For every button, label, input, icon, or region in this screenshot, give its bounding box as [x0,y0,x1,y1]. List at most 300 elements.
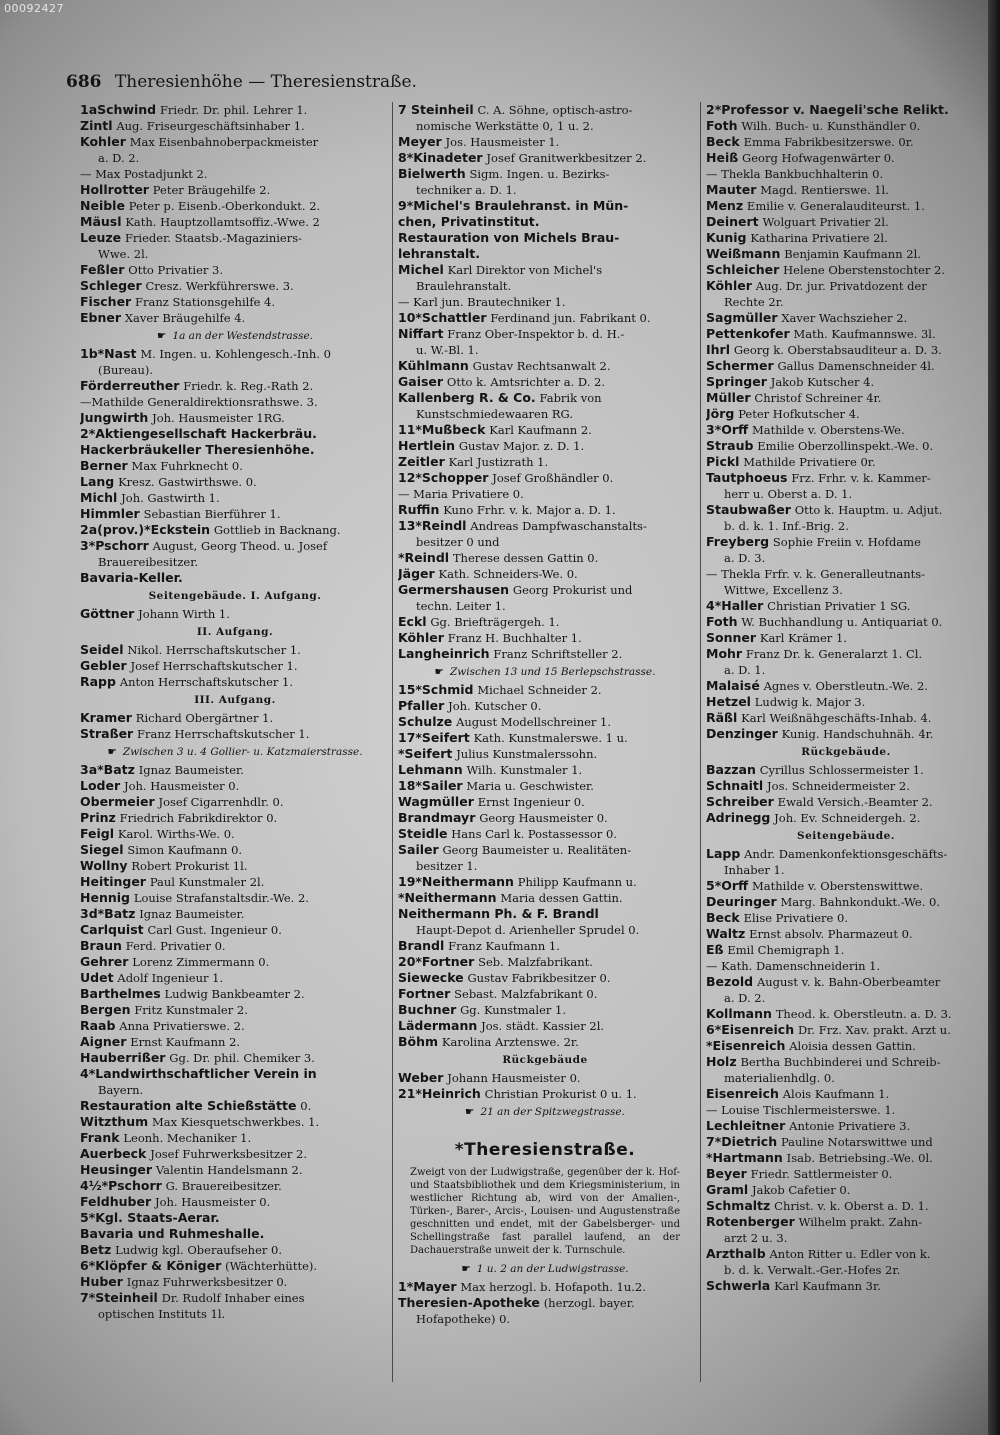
resident-name: 7 Steinheil [398,102,474,117]
directory-entry [80,906,390,922]
resident-info: Therese dessen Gattin 0. [452,551,599,565]
directory-entry [80,890,390,906]
entry-continuation [706,1070,986,1086]
resident-info: Gg. Kunstmaler 1. [460,1003,567,1017]
resident-info: Georg Hausmeister 0. [479,811,608,825]
building-section-heading: Rückgebäude. [801,746,891,758]
directory-entry [398,874,692,890]
resident-info: (Wächterhütte). [225,1259,318,1273]
continuation-text: (Bureau). [98,363,154,377]
resident-info: Ludwig k. Major 3. [754,695,866,709]
entry-continuation [706,550,986,566]
directory-entry [706,1214,986,1230]
directory-entry [80,606,390,622]
resident-name: Bergen [80,1002,131,1017]
resident-info: Emil Chemigraph 1. [727,943,845,957]
resident-name: Restauration alte Schießstätte [80,1098,297,1113]
directory-entry [706,694,986,710]
resident-name: Beck [706,134,740,149]
directory-entry [80,166,390,182]
cross-street-text: Zwischen 3 u. 4 Gollier- u. Katzmaierstrasse. [122,746,363,758]
resident-info: Ernst absolv. Pharmazeut 0. [749,927,913,941]
resident-name: Adrinegg [706,810,771,825]
resident-info: Dr. Rudolf Inhaber eines [161,1291,305,1305]
directory-entry [80,378,390,394]
directory-entry [80,922,390,938]
resident-name: 4*Landwirthschaftlicher Verein in [80,1066,317,1081]
resident-name: Aigner [80,1034,127,1049]
directory-entry [398,906,692,922]
directory-entry [80,810,390,826]
resident-info: G. Brauereibesitzer. [165,1179,282,1193]
resident-name: Siewecke [398,970,464,985]
directory-entry [706,974,986,990]
resident-name: 4*Haller [706,598,764,613]
entry-continuation [706,582,986,598]
resident-name: Zintl [80,118,113,133]
resident-name: Sailer [398,842,439,857]
resident-name: Carlquist [80,922,144,937]
directory-entry [706,894,986,910]
directory-entry [706,406,986,422]
resident-name: Sonner [706,630,757,645]
resident-name: Niffart [398,326,444,341]
resident-info: Friedr. Dr. phil. Lehrer 1. [159,103,308,117]
resident-name: Eisenreich [706,1086,779,1101]
resident-name: 2a(prov.)*Eckstein [80,522,211,537]
resident-name: Sagmüller [706,310,778,325]
resident-info: Georg Hofwagenwärter 0. [742,151,895,165]
entry-continuation [398,598,692,614]
resident-info: — Thekla Frfr. v. k. Generalleutnants- [706,567,926,581]
directory-entry [706,230,986,246]
directory-entry [80,1050,390,1066]
resident-info: Otto Privatier 3. [128,263,224,277]
resident-name: Deuringer [706,894,777,909]
directory-entry [398,630,692,646]
directory-entry [706,246,986,262]
cross-street-note [80,744,390,760]
resident-info: Isab. Betriebsing.-We. 0l. [786,1151,933,1165]
resident-name: Leuze [80,230,122,245]
resident-name: Göttner [80,606,135,621]
resident-name: Restauration von Michels Brau- [398,230,620,245]
resident-info: Gottlieb in Backnang. [213,523,341,537]
directory-entry [706,598,986,614]
resident-name: Udet [80,970,114,985]
resident-info: Xaver Bräugehilfe 4. [124,311,246,325]
resident-name: Brandmayr [398,810,476,825]
resident-info: Agnes v. Oberstleutn.-We. 2. [763,679,928,693]
entry-continuation [398,1311,692,1327]
resident-name: Denzinger [706,726,778,741]
resident-name: Betz [80,1242,112,1257]
directory-entry [398,390,692,406]
directory-entry [398,166,692,182]
entry-continuation [80,246,390,262]
resident-info: Kath. Kunstmalerswe. 1 u. [473,731,628,745]
directory-entry [706,454,986,470]
resident-info: Mathilde v. Oberstenswittwe. [751,879,924,893]
resident-info: Emilie v. Generalauditeurst. 1. [746,199,925,213]
page-title: Theresienhöhe — Theresienstraße. [114,72,417,92]
directory-entry [80,986,390,1002]
resident-name: Braun [80,938,122,953]
directory-entry [80,570,390,586]
resident-name: Eß [706,942,724,957]
directory-entry [398,294,692,310]
resident-name: 17*Seifert [398,730,470,745]
entry-continuation [398,534,692,550]
resident-info: Josef Großhändler 0. [492,471,614,485]
resident-name: Bavaria und Ruhmeshalle. [80,1226,265,1241]
continuation-text: b. d. k. 1. Inf.-Brig. 2. [724,519,849,533]
pointing-hand-icon: ☛ [107,746,117,758]
resident-info: — Max Postadjunkt 2. [80,167,208,181]
directory-entry [706,710,986,726]
directory-entry [706,1006,986,1022]
resident-info: Helene Oberstenstochter 2. [783,263,945,277]
directory-entry [80,230,390,246]
resident-info: Kuno Frhr. v. k. Major a. D. 1. [443,503,616,517]
resident-info: Josef Cigarrenhdlr. 0. [158,795,284,809]
directory-entry [706,910,986,926]
resident-name: Buchner [398,1002,457,1017]
directory-entry [398,1002,692,1018]
directory-entry [706,214,986,230]
resident-name: Auerbeck [80,1146,147,1161]
resident-info: Christian Prokurist 0 u. 1. [484,1087,637,1101]
continuation-text: materialienhdlg. 0. [724,1071,835,1085]
resident-name: Fischer [80,294,132,309]
directory-entry [80,794,390,810]
directory-entry [80,1274,390,1290]
continuation-text: optischen Instituts 1l. [98,1307,226,1321]
resident-name: Lehmann [398,762,463,777]
directory-entry [398,550,692,566]
resident-info: Anton Ritter u. Edler von k. [769,1247,931,1261]
resident-name: 3*Pschorr [80,538,149,553]
resident-info: — Louise Tischlermeisterswe. 1. [706,1103,896,1117]
resident-info: Christian Privatier 1 SG. [767,599,911,613]
entry-continuation [398,182,692,198]
directory-entry [80,490,390,506]
directory-entry [706,1054,986,1070]
resident-name: Bavaria-Keller. [80,570,183,585]
continuation-text: Kunstschmiedewaaren RG. [416,407,573,421]
resident-info: Aug. Dr. jur. Privatdozent der [755,279,927,293]
directory-entry [80,710,390,726]
resident-info: Karl Krämer 1. [759,631,847,645]
resident-info: Josef Granitwerkbesitzer 2. [486,151,647,165]
directory-entry [398,714,692,730]
resident-name: Räßl [706,710,738,725]
entry-continuation [398,278,692,294]
resident-info: August, Georg Theod. u. Josef [152,539,328,553]
entry-continuation [706,1230,986,1246]
resident-name: Fortner [398,986,451,1001]
resident-name: Köhler [398,630,444,645]
resident-name: Huber [80,1274,123,1289]
continuation-text: b. d. k. Verwalt.-Ger.-Hofes 2r. [724,1263,901,1277]
resident-name: Förderreuther [80,378,180,393]
resident-info: Max herzogl. b. Hofapoth. 1u.2. [460,1280,646,1294]
continuation-text: techniker a. D. 1. [416,183,517,197]
resident-info: Jakob Cafetier 0. [752,1183,851,1197]
cross-street-note [398,664,692,680]
directory-entry [398,566,692,582]
resident-info: Otto k. Hauptm. u. Adjut. [794,503,943,517]
resident-name: Bielwerth [398,166,466,181]
resident-name: *Reindl [398,550,450,565]
entry-continuation [398,922,692,938]
directory-entry [398,326,692,342]
directory-entry [80,458,390,474]
directory-entry [398,646,692,662]
directory-entry [398,1034,692,1050]
resident-info: Adolf Ingenieur 1. [117,971,224,985]
building-section-heading: III. Aufgang. [194,694,276,706]
continuation-text: Haupt-Depot d. Arienheller Sprudel 0. [416,923,640,937]
directory-entry [398,310,692,326]
directory-entry [80,1290,390,1306]
resident-name: Arzthalb [706,1246,766,1261]
resident-info: Johann Hausmeister 0. [447,1071,581,1085]
resident-name: Hetzel [706,694,751,709]
resident-info: Gustav Fabrikbesitzer 0. [467,971,611,985]
resident-name: Witzthum [80,1114,149,1129]
resident-info: Karl Kaufmann 3r. [774,1279,881,1293]
directory-entry [706,1118,986,1134]
directory-entry [80,874,390,890]
resident-name: Kollmann [706,1006,772,1021]
directory-entry [398,358,692,374]
directory-entry [706,358,986,374]
directory-entry [80,394,390,410]
resident-info: Anton Herrschaftskutscher 1. [119,675,294,689]
directory-entry [398,682,692,698]
directory-entry [398,954,692,970]
resident-info: Karl Direktor von Michel's [447,263,603,277]
resident-info: Frz. Frhr. v. k. Kammer- [791,471,931,485]
directory-entry [706,198,986,214]
directory-entry [706,134,986,150]
directory-entry [398,842,692,858]
resident-name: Straßer [80,726,134,741]
resident-name: Freyberg [706,534,770,549]
directory-entry [398,794,692,810]
directory-entry [80,674,390,690]
resident-info: Cresz. Werkführerswe. 3. [145,279,294,293]
resident-name: Brandl [398,938,445,953]
resident-name: Weber [398,1070,444,1085]
directory-entry [80,294,390,310]
entry-continuation [706,1262,986,1278]
entry-continuation [398,406,692,422]
resident-info: Ignaz Baumeister. [139,907,245,921]
directory-entry [398,262,692,278]
directory-entry [706,118,986,134]
cross-street-note [398,1104,692,1120]
directory-entry [80,410,390,426]
column-2 [398,102,692,1327]
resident-name: Bezold [706,974,754,989]
resident-name: 20*Fortner [398,954,475,969]
directory-entry [80,310,390,326]
resident-info: Otto k. Amtsrichter a. D. 2. [446,375,606,389]
continuation-text: Hofapotheke) 0. [416,1312,511,1326]
entry-continuation [80,554,390,570]
resident-info: — Maria Privatiere 0. [398,487,524,501]
resident-name: Staubwaßer [706,502,791,517]
directory-entry [706,1102,986,1118]
resident-info: Louise Strafanstaltsdir.-We. 2. [133,891,309,905]
resident-info: Mathilde v. Oberstens-We. [751,423,905,437]
directory-entry [398,470,692,486]
resident-name: chen, Privatinstitut. [398,214,540,229]
resident-info: Wolguart Privatier 2l. [762,215,889,229]
resident-name: Schulze [398,714,453,729]
directory-entry [706,422,986,438]
directory-entry [706,534,986,550]
resident-name: 6*Eisenreich [706,1022,795,1037]
continuation-text: a. D. 1. [724,663,766,677]
directory-entry [80,826,390,842]
directory-entry [706,810,986,826]
directory-entry [398,1086,692,1102]
resident-info: August Modellschreiner 1. [456,715,612,729]
resident-info: Joh. Ev. Schneidergeh. 2. [774,811,921,825]
resident-name: Pettenkofer [706,326,790,341]
resident-info: Kresz. Gastwirthswe. 0. [118,475,257,489]
resident-info: Valentin Handelsmann 2. [155,1163,303,1177]
resident-info: Emilie Oberzollinspekt.-We. 0. [757,439,934,453]
resident-name: Mauter [706,182,757,197]
resident-name: Beyer [706,1166,747,1181]
directory-entry [398,502,692,518]
directory-entry [706,150,986,166]
resident-name: Wagmüller [398,794,474,809]
directory-entry [706,878,986,894]
directory-entry [398,518,692,534]
continuation-text: Braulehranstalt. [416,279,512,293]
resident-info: Gg. Dr. phil. Chemiker 3. [169,1051,315,1065]
resident-name: Kramer [80,710,132,725]
resident-info: Theod. k. Oberstleutn. a. D. 3. [775,1007,952,1021]
resident-info: Bertha Buchbinderei und Schreib- [740,1055,941,1069]
entry-continuation [80,1082,390,1098]
continuation-text: besitzer 0 und [416,535,500,549]
entry-continuation [706,990,986,1006]
resident-name: Weißmann [706,246,781,261]
directory-entry [706,1182,986,1198]
resident-name: 6*Klöpfer & Königer [80,1258,222,1273]
resident-info: August v. k. Bahn-Oberbeamter [756,975,941,989]
directory-entry [706,278,986,294]
resident-name: 7*Dietrich [706,1134,778,1149]
resident-name: Zeitler [398,454,445,469]
resident-name: Gaiser [398,374,444,389]
directory-entry [80,954,390,970]
resident-info: Ferd. Privatier 0. [125,939,226,953]
resident-name: Menz [706,198,744,213]
resident-info: M. Ingen. u. Kohlengesch.-Inh. 0 [140,347,331,361]
resident-name: Böhm [398,1034,439,1049]
building-section-heading: II. Aufgang. [196,626,274,638]
directory-entry [80,1018,390,1034]
directory-entry [398,454,692,470]
entry-continuation [80,1306,390,1322]
resident-info: Ferdinand jun. Fabrikant 0. [490,311,651,325]
resident-info: Friedr. k. Reg.-Rath 2. [183,379,314,393]
resident-info: Ignaz Fuhrwerksbesitzer 0. [126,1275,288,1289]
resident-name: Schnaitl [706,778,764,793]
directory-entry [398,762,692,778]
resident-info: Josef Herrschaftskutscher 1. [130,659,298,673]
continuation-text: a. D. 2. [98,151,140,165]
resident-name: Foth [706,614,738,629]
resident-info: Elise Privatiere 0. [743,911,848,925]
directory-entry [80,1194,390,1210]
directory-entry [398,890,692,906]
directory-entry [80,102,390,118]
resident-name: Kühlmann [398,358,469,373]
directory-entry [706,310,986,326]
resident-info: Ignaz Baumeister. [138,763,244,777]
cross-street-text: Zwischen 13 und 15 Berlepschstrasse. [449,666,656,678]
resident-name: Heusinger [80,1162,153,1177]
resident-name: Hackerbräukeller Theresienhöhe. [80,442,315,457]
resident-info: Lorenz Zimmermann 0. [132,955,270,969]
directory-entry [80,1258,390,1274]
resident-info: Maria dessen Gattin. [500,891,623,905]
resident-name: Graml [706,1182,749,1197]
directory-entry [706,678,986,694]
continuation-text: a. D. 2. [724,991,766,1005]
cross-street-note [398,1261,692,1277]
directory-entry [706,566,986,582]
resident-info: Sophie Freiin v. Hofdame [772,535,921,549]
resident-name: Holz [706,1054,737,1069]
resident-name: Straub [706,438,754,453]
resident-name: Deinert [706,214,759,229]
resident-name: Neithermann Ph. & F. Brandl [398,906,599,921]
directory-entry [80,506,390,522]
resident-name: Steidle [398,826,448,841]
directory-entry [80,1002,390,1018]
resident-info: Joh. Hausmeister 0. [123,779,240,793]
resident-name: 4½*Pschorr [80,1178,162,1193]
resident-name: Lang [80,474,115,489]
resident-name: Waltz [706,926,746,941]
directory-entry [80,658,390,674]
directory-entry [706,942,986,958]
resident-name: *Hartmann [706,1150,783,1165]
resident-info: Max Eisenbahnoberpackmeister [129,135,319,149]
resident-info: Joh. Gastwirth 1. [121,491,220,505]
continuation-text: Rechte 2r. [724,295,784,309]
resident-info: — Thekla Bankbuchhalterin 0. [706,167,884,181]
resident-info: Anna Privatierswe. 2. [119,1019,245,1033]
resident-info: Jos. Hausmeister 1. [445,135,560,149]
directory-entry [80,1130,390,1146]
directory-entry [398,374,692,390]
resident-info: Christ. v. k. Oberst a. D. 1. [774,1199,929,1213]
directory-entry [80,1226,390,1242]
resident-info: Franz Kaufmann 1. [448,939,560,953]
resident-info: Joh. Hausmeister 0. [154,1195,271,1209]
resident-info: Wilh. Kunstmaler 1. [466,763,583,777]
